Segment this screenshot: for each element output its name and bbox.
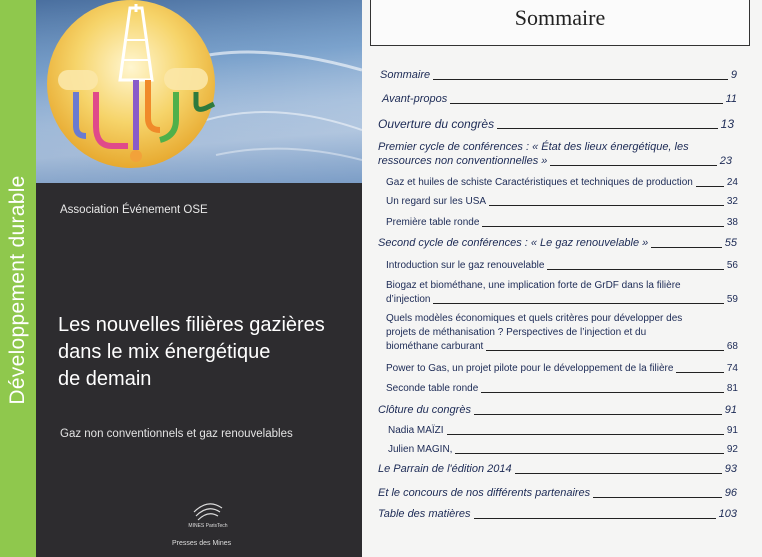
toc-entry-page: 55	[724, 237, 737, 249]
toc-entry-title-line: ressources non conventionnelles »	[378, 155, 548, 167]
toc-leader	[696, 186, 724, 187]
toc-entry-title: Clôture du congrès	[378, 404, 471, 416]
spine-title: Développement durable	[6, 175, 29, 405]
logo-wordmark: MINES ParisTech	[188, 523, 228, 528]
toc-entry-page: 32	[726, 196, 738, 207]
toc-entry-page: 74	[726, 363, 738, 374]
toc-leader	[497, 128, 718, 129]
toc-entry-page: 93	[724, 463, 737, 475]
toc-entry[interactable]	[378, 508, 737, 521]
cover-association: Association Événement OSE	[60, 204, 208, 216]
toc-leader	[455, 453, 723, 454]
toc-entry[interactable]	[386, 216, 738, 229]
toc-heading: Sommaire	[514, 5, 606, 30]
toc-entry-page: 96	[724, 487, 737, 499]
toc-leader	[550, 165, 716, 166]
toc-entry[interactable]	[386, 259, 738, 272]
toc-entry[interactable]	[382, 93, 737, 106]
toc-leader	[515, 473, 722, 474]
toc-entry[interactable]	[386, 176, 738, 189]
toc-entry-page: 11	[725, 93, 737, 105]
toc-entry[interactable]	[378, 404, 737, 417]
toc-entry[interactable]	[378, 140, 738, 168]
toc-entry[interactable]	[386, 362, 738, 375]
toc-entry-page: 92	[726, 444, 738, 455]
toc-entry[interactable]	[386, 312, 738, 353]
toc-leader	[593, 497, 722, 498]
toc-entry-title: Un regard sur les USA	[386, 196, 487, 207]
cover-title-line: de demain	[58, 368, 152, 390]
toc-entry-title: Ouverture du congrès	[378, 117, 495, 131]
toc-entry[interactable]	[378, 463, 737, 476]
toc-entry[interactable]	[380, 69, 737, 82]
toc-entry-title: Table des matières	[378, 508, 471, 520]
toc-entry[interactable]	[378, 237, 737, 250]
toc-page	[362, 0, 762, 557]
toc-entry-page: 56	[726, 260, 738, 271]
cover-title-line: Les nouvelles filières gazières	[58, 314, 325, 336]
toc-entry[interactable]	[378, 118, 734, 131]
toc-leader	[489, 205, 724, 206]
toc-entry[interactable]	[386, 382, 738, 395]
toc-leader	[433, 79, 728, 80]
cover-publisher: Presses des Mines	[172, 540, 232, 547]
toc-leader	[486, 350, 724, 351]
toc-entry-last-line	[386, 340, 738, 353]
toc-entry-title-line: Premier cycle de conférences : « État des lieux énergétique, les	[378, 141, 689, 153]
toc-leader	[447, 434, 724, 435]
toc-entry[interactable]	[388, 443, 738, 456]
toc-entry-title: Avant-propos	[382, 93, 448, 105]
toc-entry-title-line: Biogaz et biométhane, une implication forte de GrDF dans la filière	[386, 280, 681, 291]
toc-entry-page: 9	[730, 69, 737, 81]
toc-leader	[547, 269, 723, 270]
mines-paristech-logo-icon	[188, 498, 228, 528]
toc-entry-title: Julien MAGIN,	[388, 444, 453, 455]
toc-entry-title: Première table ronde	[386, 217, 480, 228]
toc-entry-title: Nadia MAÏZI	[388, 425, 444, 436]
toc-entry-page: 103	[718, 508, 737, 520]
toc-leader	[676, 372, 723, 373]
toc-leader	[474, 518, 716, 519]
toc-heading-box	[370, 0, 750, 46]
toc-leader	[651, 247, 721, 248]
toc-entry-title-line: biométhane carburant	[386, 341, 484, 352]
toc-leader	[474, 414, 722, 415]
toc-entry-page: 68	[726, 341, 738, 352]
toc-entry-page: 23	[719, 155, 732, 167]
toc-entry-title: Seconde table ronde	[386, 383, 479, 394]
toc-leader	[450, 103, 722, 104]
toc-entry-title: Gaz et huiles de schiste Caractéristiques et techniques de production	[386, 177, 693, 188]
toc-entry[interactable]	[388, 424, 738, 437]
toc-entry-page: 13	[720, 117, 734, 131]
toc-entry-last-line	[378, 155, 732, 168]
cover-title-line: dans le mix énergétique	[58, 341, 271, 363]
toc-entry-title: Et le concours de nos différents partenaires	[378, 487, 591, 499]
toc-entry-page: 24	[726, 177, 738, 188]
cover-subtitle: Gaz non conventionnels et gaz renouvelables	[60, 428, 293, 440]
cover-title	[58, 312, 358, 393]
toc-entry[interactable]	[386, 195, 738, 208]
toc-leader	[482, 226, 723, 227]
cover-illustration	[36, 0, 362, 183]
toc-entry-title: Le Parrain de l'édition 2014	[378, 463, 512, 475]
toc-leader	[481, 392, 724, 393]
toc-entry-page: 81	[726, 383, 738, 394]
toc-entry-title-line: projets de méthanisation ? Perspectives de l’injection et du	[386, 327, 647, 338]
toc-entry-title: Second cycle de conférences : « Le gaz renouvelable »	[378, 237, 649, 249]
toc-entry-title: Power to Gas, un projet pilote pour le développement de la filière	[386, 363, 674, 374]
book-cover	[0, 0, 362, 557]
toc-entry[interactable]	[386, 279, 738, 306]
toc-entry-last-line	[386, 293, 738, 306]
toc-entry-page: 91	[726, 425, 738, 436]
toc-entry-title: Introduction sur le gaz renouvelable	[386, 260, 545, 271]
toc-entry-title: Sommaire	[380, 69, 431, 81]
toc-leader	[433, 303, 723, 304]
toc-entry[interactable]	[378, 487, 737, 500]
toc-entry-page: 91	[724, 404, 737, 416]
toc-entry-page: 59	[726, 294, 738, 305]
gas-rig-illustration	[36, 0, 362, 183]
toc-entry-page: 38	[726, 217, 738, 228]
toc-entry-title-line: d’injection	[386, 294, 431, 305]
toc-entry-title-line: Quels modèles économiques et quels critères pour développer des	[386, 313, 683, 324]
